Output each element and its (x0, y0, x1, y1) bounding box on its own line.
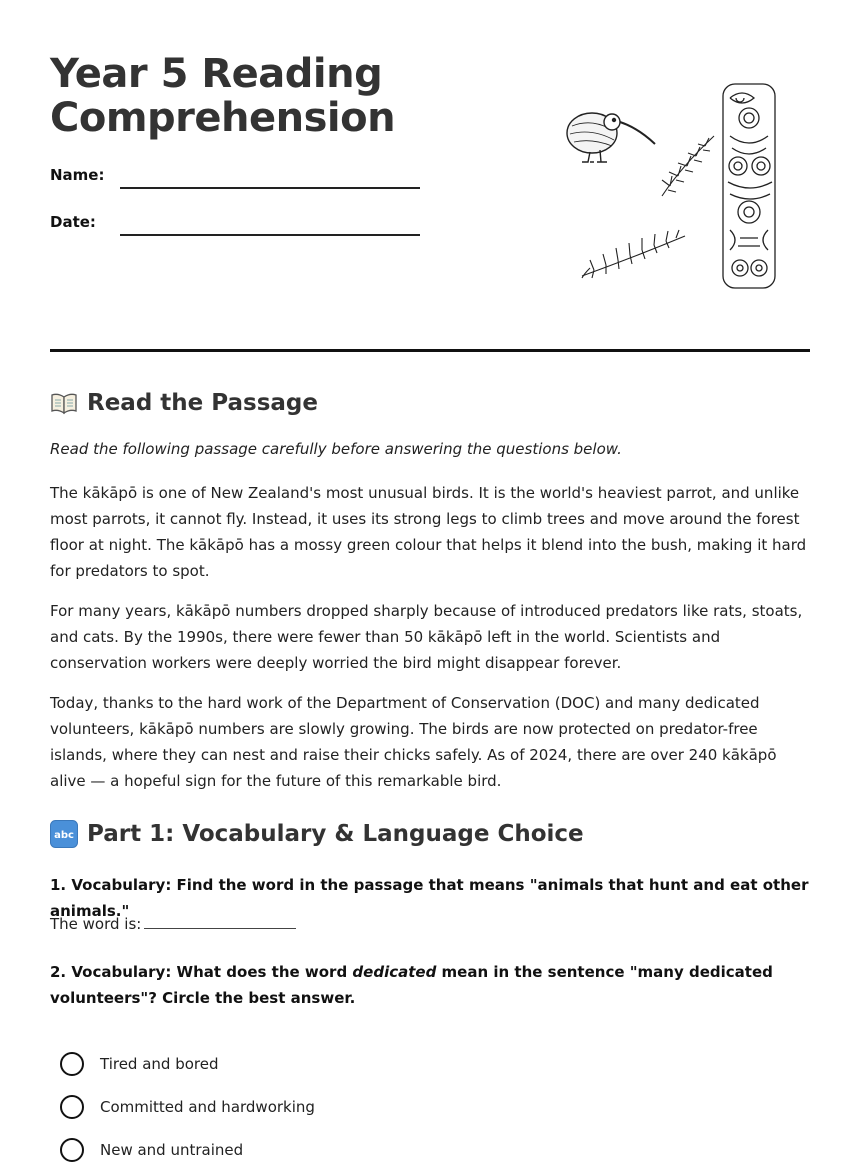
option-label: New and untrained (100, 1141, 244, 1159)
date-field[interactable] (120, 234, 420, 236)
abc-emoji-text: abc (54, 830, 74, 841)
option-3[interactable] (60, 1138, 243, 1162)
option-label: Tired and bored (100, 1055, 219, 1073)
question-1: 1. Vocabulary: Find the word in the passage that means "animals that hunt and eat other animals." (50, 876, 809, 920)
option-1[interactable] (60, 1052, 219, 1076)
question-2-before: 2. Vocabulary: What does the word (50, 963, 353, 981)
radio-circle[interactable] (60, 1052, 84, 1076)
part1-heading-text: Part 1: Vocabulary & Language Choice (87, 821, 584, 847)
question-2-after: mean in the sentence "many dedicated volunteers"? Circle the best answer. (50, 963, 773, 1007)
passage-heading (50, 390, 318, 416)
title-line-2: Comprehension (50, 95, 396, 141)
answer-blank[interactable] (144, 914, 296, 929)
abc-emoji-icon (50, 820, 78, 848)
book-emoji-icon (50, 391, 78, 415)
answer-label: The word is: (50, 915, 142, 933)
passage-paragraph-1: The kākāpō is one of New Zealand's most unusual birds. It is the world's heaviest parrot, and unlike most parrots, it cannot fly. Instead, it uses its strong legs to climb trees and move around the forest floor at night. The kākāpō has a mossy green colour that helps it blend into the bush, making it hard for predators to spot. (50, 484, 807, 580)
option-2[interactable] (60, 1095, 315, 1119)
question-2 (50, 959, 810, 1011)
carved-pou-icon (723, 84, 775, 288)
passage-paragraph-2: For many years, kākāpō numbers dropped sharply because of introduced predators like rats, stoats, and cats. By the 1990s, there were fewer than 50 kākāpō left in the world. Scientists and conservation workers were deeply worried the bird might disappear forever. (50, 602, 803, 672)
date-label: Date: (50, 213, 96, 231)
question-2-word: dedicated (352, 963, 437, 981)
question-1-answer (50, 914, 296, 933)
decorative-illustrations (560, 78, 790, 293)
option-label: Committed and hardworking (100, 1098, 315, 1116)
worksheet-title (50, 52, 395, 140)
passage-intro: Read the following passage carefully before answering the questions below. (50, 440, 622, 458)
header-divider (50, 349, 810, 352)
fern-icon (582, 230, 685, 278)
radio-circle[interactable] (60, 1138, 84, 1162)
passage-heading-text: Read the Passage (87, 390, 318, 416)
kiwi-bird-icon (567, 113, 655, 162)
fern-icon (662, 136, 714, 196)
name-label: Name: (50, 166, 105, 184)
radio-circle[interactable] (60, 1095, 84, 1119)
title-line-1: Year 5 Reading (50, 51, 383, 97)
name-field[interactable] (120, 187, 420, 189)
passage-paragraph-3: Today, thanks to the hard work of the Department of Conservation (DOC) and many dedicated volunteers, kākāpō numbers are slowly growing. The birds are now protected on predator-free islands, where they can nest and raise their chicks safely. As of 2024, there are over 240 kākāpō alive — a hopeful sign for the future of this remarkable bird. (50, 694, 777, 790)
part1-heading (50, 820, 584, 848)
